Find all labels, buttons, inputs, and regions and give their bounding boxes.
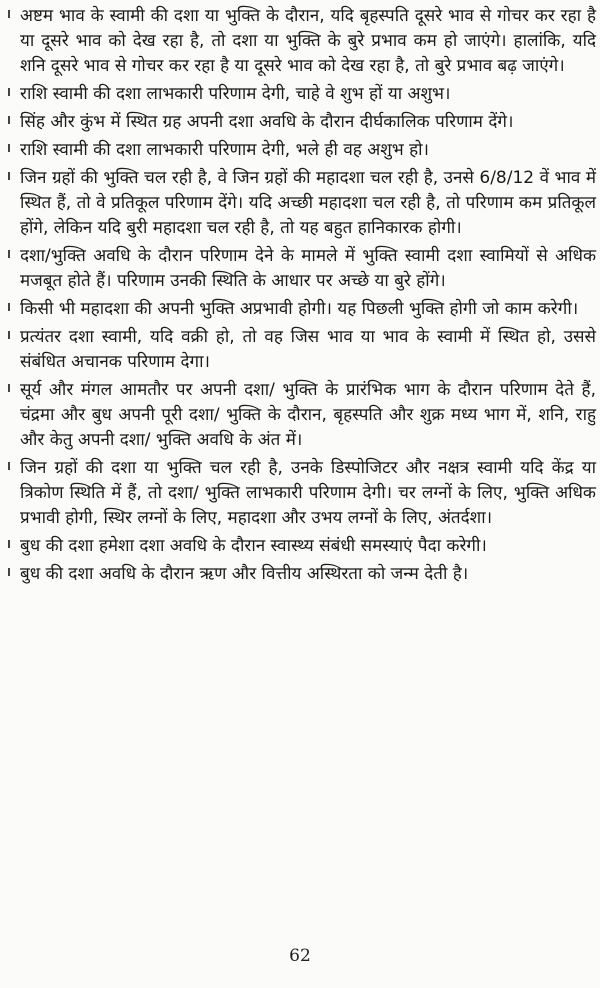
bullet-mark [8, 88, 10, 96]
list-item [6, 562, 596, 587]
list-item-text: जिन ग्रहों की भुक्ति चल रही है, वे जिन ग्रहों की महादशा चल रही है, उनसे 6/8/12 वें भाव में स्थित हैं, तो वे प्रतिकूल परिणाम देंगे। यदि अच्छी महादशा चल रही है, तो परिणाम कम प्रतिकूल होंगे, लेकिन यदि बुरी महादशा चल रही है, तो यह बहुत हानिकारक होगी। [20, 168, 596, 238]
list-item [6, 82, 596, 107]
list-item-text: राशि स्वामी की दशा लाभकारी परिणाम देगी, भले ही वह अशुभ हो। [20, 140, 429, 160]
bullet-mark [8, 250, 10, 258]
bullet-mark [8, 540, 10, 548]
list-item-text: सूर्य और मंगल आमतौर पर अपनी दशा/ भुक्ति के प्रारंभिक भाग के दौरान परिणाम देते हैं, चंद्रमा और बुध अपनी पूरी दशा/ भुक्ति के दौरान, बृहस्पति और शुक्र मध्य भाग में, शनि, राहु और केतु अपनी दशा/ भुक्ति अवधि के अंत में। [20, 380, 596, 450]
rules-list [6, 4, 596, 590]
list-item [6, 244, 596, 294]
list-item-text: प्रत्यंतर दशा स्वामी, यदि वक्री हो, तो वह जिस भाव या भाव के स्वामी में स्थित हो, उससे संबंधित अचानक परिणाम देगा। [20, 327, 596, 372]
list-item [6, 110, 596, 135]
list-item-text: जिन ग्रहों की दशा या भुक्ति चल रही है, उनके डिस्पोजिटर और नक्षत्र स्वामी यदि केंद्र या त्रिकोण स्थिति में हैं, तो दशा/ भुक्ति लाभकारी परिणाम देगी। चर लग्नों के लिए, भुक्ति अधिक प्रभावी होगी, स्थिर लग्नों के लिए, महादशा और उभय लग्नों के लिए, अंतर्दशा। [20, 458, 596, 528]
list-item-text: सिंह और कुंभ में स्थित ग्रह अपनी दशा अवधि के दौरान दीर्घकालिक परिणाम देंगे। [20, 112, 514, 132]
list-item [6, 166, 596, 241]
bullet-mark [8, 10, 10, 18]
list-item [6, 325, 596, 375]
bullet-mark [8, 568, 10, 576]
list-item [6, 297, 596, 322]
bullet-mark [8, 331, 10, 339]
bullet-mark [8, 384, 10, 392]
bullet-mark [8, 303, 10, 311]
list-item-text: अष्टम भाव के स्वामी की दशा या भुक्ति के दौरान, यदि बृहस्पति दूसरे भाव से गोचर कर रहा है या दूसरे भाव को देख रहा है, तो दशा या भुक्ति के बुरे प्रभाव कम हो जाएंगे। हालांकि, यदि शनि दूसरे भाव से गोचर कर रहा है या दूसरे भाव को देख रहा है, तो बुरे प्रभाव बढ़ जाएंगे। [20, 6, 596, 76]
list-item [6, 378, 596, 453]
list-item-text: बुध की दशा अवधि के दौरान ऋण और वित्तीय अस्थिरता को जन्म देती है। [20, 564, 469, 584]
list-item [6, 534, 596, 559]
bullet-mark [8, 172, 10, 180]
list-item [6, 4, 596, 79]
list-item [6, 456, 596, 531]
list-item-text: दशा/भुक्ति अवधि के दौरान परिणाम देने के मामले में भुक्ति स्वामी दशा स्वामियों से अधिक मजबूत होते हैं। परिणाम उनकी स्थिति के आधार पर अच्छे या बुरे होंगे। [20, 246, 596, 291]
bullet-mark [8, 144, 10, 152]
bullet-mark [8, 116, 10, 124]
list-item [6, 138, 596, 163]
page-number: 62 [289, 946, 311, 966]
list-item-text: राशि स्वामी की दशा लाभकारी परिणाम देगी, चाहे वे शुभ हों या अशुभ। [20, 84, 451, 104]
list-item-text: बुध की दशा हमेशा दशा अवधि के दौरान स्वास्थ्य संबंधी समस्याएं पैदा करेगी। [20, 536, 487, 556]
list-item-text: किसी भी महादशा की अपनी भुक्ति अप्रभावी होगी। यह पिछली भुक्ति होगी जो काम करेगी। [20, 299, 579, 319]
bullet-mark [8, 462, 10, 470]
